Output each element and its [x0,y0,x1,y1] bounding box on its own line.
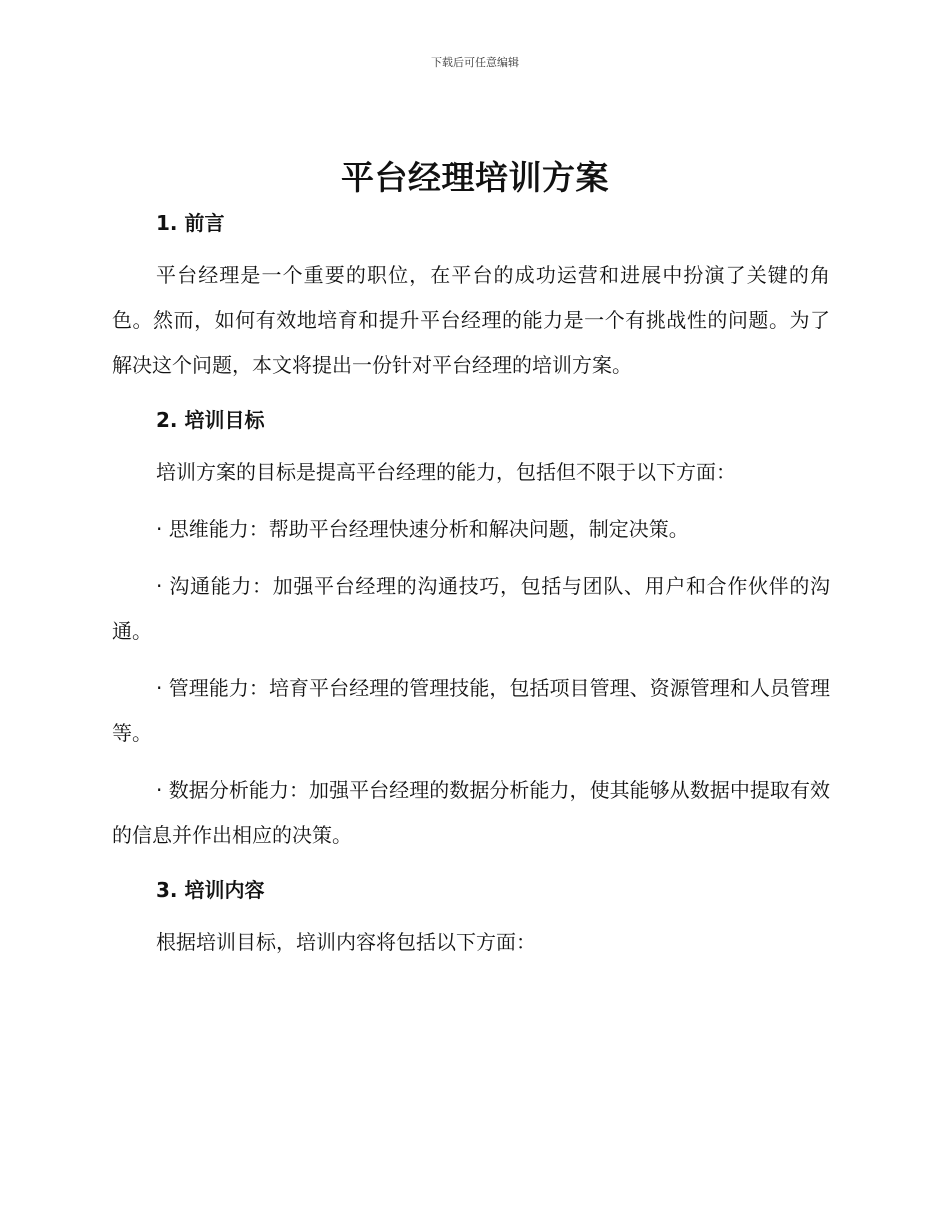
bullet-item: · 管理能力：培育平台经理的管理技能，包括项目管理、资源管理和人员管理等。 [112,676,830,745]
header-note: 下载后可任意编辑 [431,56,519,69]
bullet-item: · 沟通能力：加强平台经理的沟通技巧，包括与团队、用户和合作伙伴的沟通。 [112,574,830,643]
paragraph: 培训方案的目标是提高平台经理的能力，包括但不限于以下方面： [156,460,736,484]
bullet-item: · 数据分析能力：加强平台经理的数据分析能力，使其能够从数据中提取有效的信息并作出相应的决策。 [112,778,830,847]
document-body [112,203,830,965]
paragraph: 根据培训目标，培训内容将包括以下方面： [156,930,536,954]
section-heading-goals: 2. 培训目标 [156,408,265,432]
paragraph: 平台经理是一个重要的职位，在平台的成功运营和进展中扮演了关键的角色。然而，如何有效地培育和提升平台经理的能力是一个有挑战性的问题。为了解决这个问题，本文将提出一份针对平台经理的培训方案。 [112,263,830,377]
section-heading-content: 3. 培训内容 [156,878,265,902]
bullet-item: · 思维能力：帮助平台经理快速分析和解决问题，制定决策。 [156,517,689,541]
document-title: 平台经理培训方案 [341,158,609,197]
section-heading-intro: 1. 前言 [156,211,225,235]
